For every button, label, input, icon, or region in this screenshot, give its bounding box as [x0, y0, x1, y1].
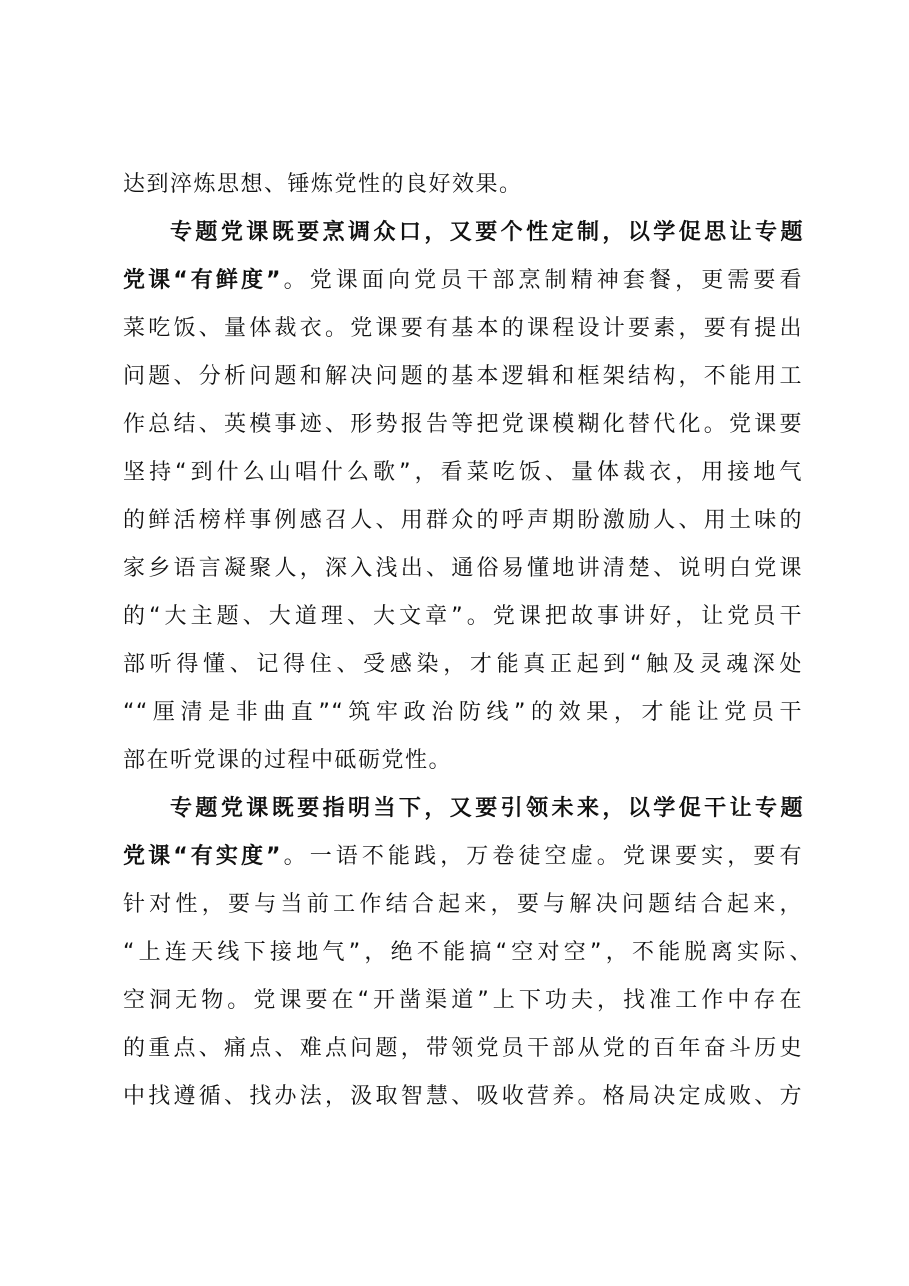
- line-text: 部听得懂、记得住、受感染，才能真正起到“触及灵魂深处: [123, 652, 803, 677]
- body-text-line: [123, 309, 803, 349]
- body-text-line: [123, 501, 803, 541]
- line-text: 菜吃饭、量体裁衣。党课要有基本的课程设计要素，要有提出: [123, 316, 803, 341]
- line-text: 作总结、英模事迹、形势报告等把党课模糊化替代化。党课要: [123, 412, 803, 437]
- line-text: 。党课面向党员干部烹制精神套餐，更需要看: [281, 268, 803, 293]
- body-text-line: [123, 405, 803, 445]
- body-text-line: [123, 933, 813, 973]
- paragraph-heading-text: 专题党课既要指明当下，又要引领未来，以学促干让专题: [170, 796, 803, 821]
- line-text: 的鲜活榜样事例感召人、用群众的呼声期盼激励人、用土味的: [123, 508, 803, 533]
- body-text-line: [123, 645, 803, 685]
- line-text: 问题、分析问题和解决问题的基本逻辑和框架结构，不能用工: [123, 364, 803, 389]
- line-text: 空洞无物。党课要在“开凿渠道”上下功夫，找准工作中存在: [123, 988, 803, 1013]
- body-text-line: [123, 837, 803, 877]
- body-text-line: [123, 165, 803, 205]
- line-text: ““厘清是非曲直”“筑牢政治防线”的效果，才能让党员干: [123, 700, 803, 725]
- body-text-line: [123, 261, 803, 301]
- body-text-line: [123, 693, 803, 733]
- line-text: 针对性，要与当前工作结合起来，要与解决问题结合起来，: [123, 892, 803, 917]
- line-text: 部在听党课的过程中砥砺党性。: [123, 748, 453, 773]
- body-text-line: [123, 981, 803, 1021]
- body-text-line: [123, 741, 803, 781]
- paragraph-heading-text: 党课“有实度”: [123, 844, 282, 869]
- body-text-line: [123, 1029, 803, 1069]
- line-text: 坚持“到什么山唱什么歌”，看菜吃饭、量体裁衣，用接地气: [123, 460, 803, 485]
- body-text-line: [123, 597, 803, 637]
- body-text-line: [123, 1077, 803, 1117]
- line-text: 达到淬炼思想、锤炼党性的良好效果。: [123, 172, 523, 197]
- line-text: 中找遵循、找办法，汲取智慧、吸收营养。格局决定成败、方: [123, 1084, 803, 1109]
- line-text: 的重点、痛点、难点问题，带领党员干部从党的百年奋斗历史: [123, 1036, 803, 1061]
- paragraph-heading-line: [170, 213, 803, 253]
- paragraph-heading-line: [170, 789, 803, 829]
- line-text: 。一语不能践，万卷徒空虚。党课要实，要有: [281, 844, 803, 869]
- paragraph-heading-text: 专题党课既要烹调众口，又要个性定制，以学促思让专题: [170, 220, 803, 245]
- body-text-line: [123, 357, 803, 397]
- body-text-line: [123, 885, 803, 925]
- paragraph-heading-text: 党课“有鲜度”: [123, 268, 282, 293]
- body-text-line: [123, 549, 803, 589]
- body-text-line: [123, 453, 803, 493]
- line-text: 的“大主题、大道理、大文章”。党课把故事讲好，让党员干: [123, 604, 803, 629]
- line-text: 家乡语言凝聚人，深入浅出、通俗易懂地讲清楚、说明白党课: [123, 556, 803, 581]
- line-text: “上连天线下接地气”，绝不能搞“空对空”，不能脱离实际、: [123, 940, 813, 965]
